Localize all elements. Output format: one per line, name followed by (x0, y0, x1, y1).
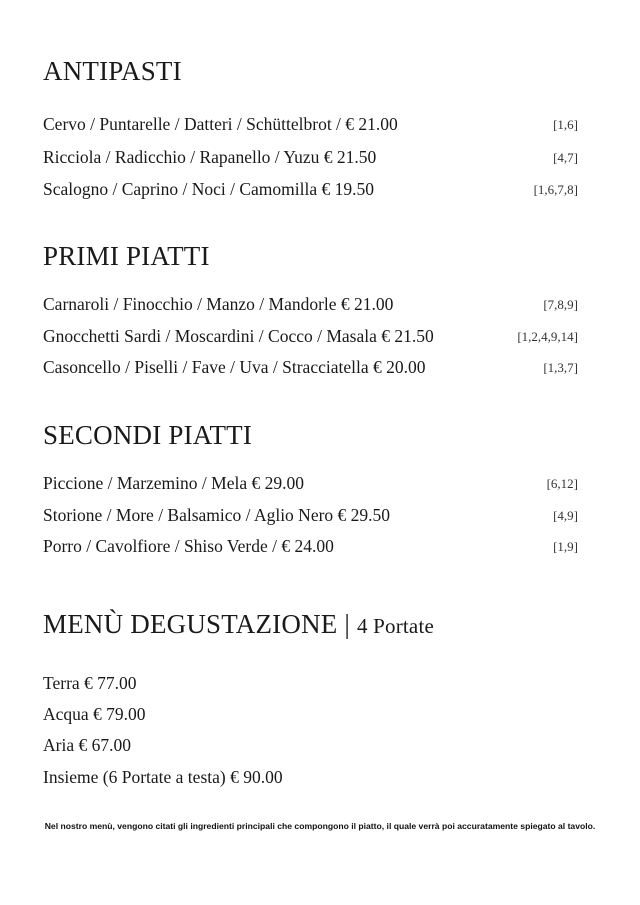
degustazione-subtitle: 4 Portate (356, 614, 435, 638)
menu-item (43, 177, 578, 201)
tasting-option: Terra € 77.00 (43, 673, 137, 693)
section-title-degustazione (43, 609, 434, 640)
menu-item (43, 503, 578, 527)
dish-name: Carnaroli / Finocchio / Manzo / Mandorle € 21.00 (43, 294, 394, 314)
allergen-codes: [7,8,9] (543, 297, 578, 312)
dish-name: Porro / Cavolfiore / Shiso Verde / € 24.00 (43, 536, 334, 556)
degustazione-title: MENÙ DEGUSTAZIONE | (43, 609, 351, 639)
allergen-codes: [4,9] (553, 508, 578, 523)
allergen-codes: [1,2,4,9,14] (517, 329, 578, 344)
tasting-option: Acqua € 79.00 (43, 704, 146, 724)
dish-name: Gnocchetti Sardi / Moscardini / Cocco / Masala € 21.50 (43, 326, 434, 346)
footer-note: Nel nostro menù, vengono citati gli ingredienti principali che compongono il piatto, il quale verrà poi accuratamente spiegato al tavolo. (44, 821, 596, 831)
section-title-secondi: SECONDI PIATTI (43, 420, 253, 450)
allergen-codes: [4,7] (553, 150, 578, 165)
tasting-option: Aria € 67.00 (43, 735, 131, 755)
allergen-codes: [1,3,7] (543, 360, 578, 375)
menu-item (43, 145, 578, 169)
menu-item (43, 324, 578, 348)
dish-name: Ricciola / Radicchio / Rapanello / Yuzu € 21.50 (43, 147, 377, 167)
menu-item (43, 355, 578, 379)
section-title-antipasti: ANTIPASTI (43, 56, 182, 86)
allergen-codes: [1,6,7,8] (533, 182, 578, 197)
section-title-primi: PRIMI PIATTI (43, 241, 210, 271)
dish-name: Cervo / Puntarelle / Datteri / Schüttelbrot / € 21.00 (43, 114, 398, 134)
dish-name: Storione / More / Balsamico / Aglio Nero € 29.50 (43, 505, 391, 525)
menu-item (43, 534, 578, 558)
allergen-codes: [6,12] (546, 476, 578, 491)
menu-item (43, 471, 578, 495)
dish-name: Piccione / Marzemino / Mela € 29.00 (43, 473, 304, 493)
menu-item (43, 112, 578, 136)
tasting-option: Insieme (6 Portate a testa) € 90.00 (43, 767, 283, 787)
allergen-codes: [1,6] (553, 117, 578, 132)
dish-name: Casoncello / Piselli / Fave / Uva / Stracciatella € 20.00 (43, 357, 426, 377)
dish-name: Scalogno / Caprino / Noci / Camomilla € 19.50 (43, 179, 375, 199)
allergen-codes: [1,9] (553, 539, 578, 554)
menu-item (43, 292, 578, 316)
